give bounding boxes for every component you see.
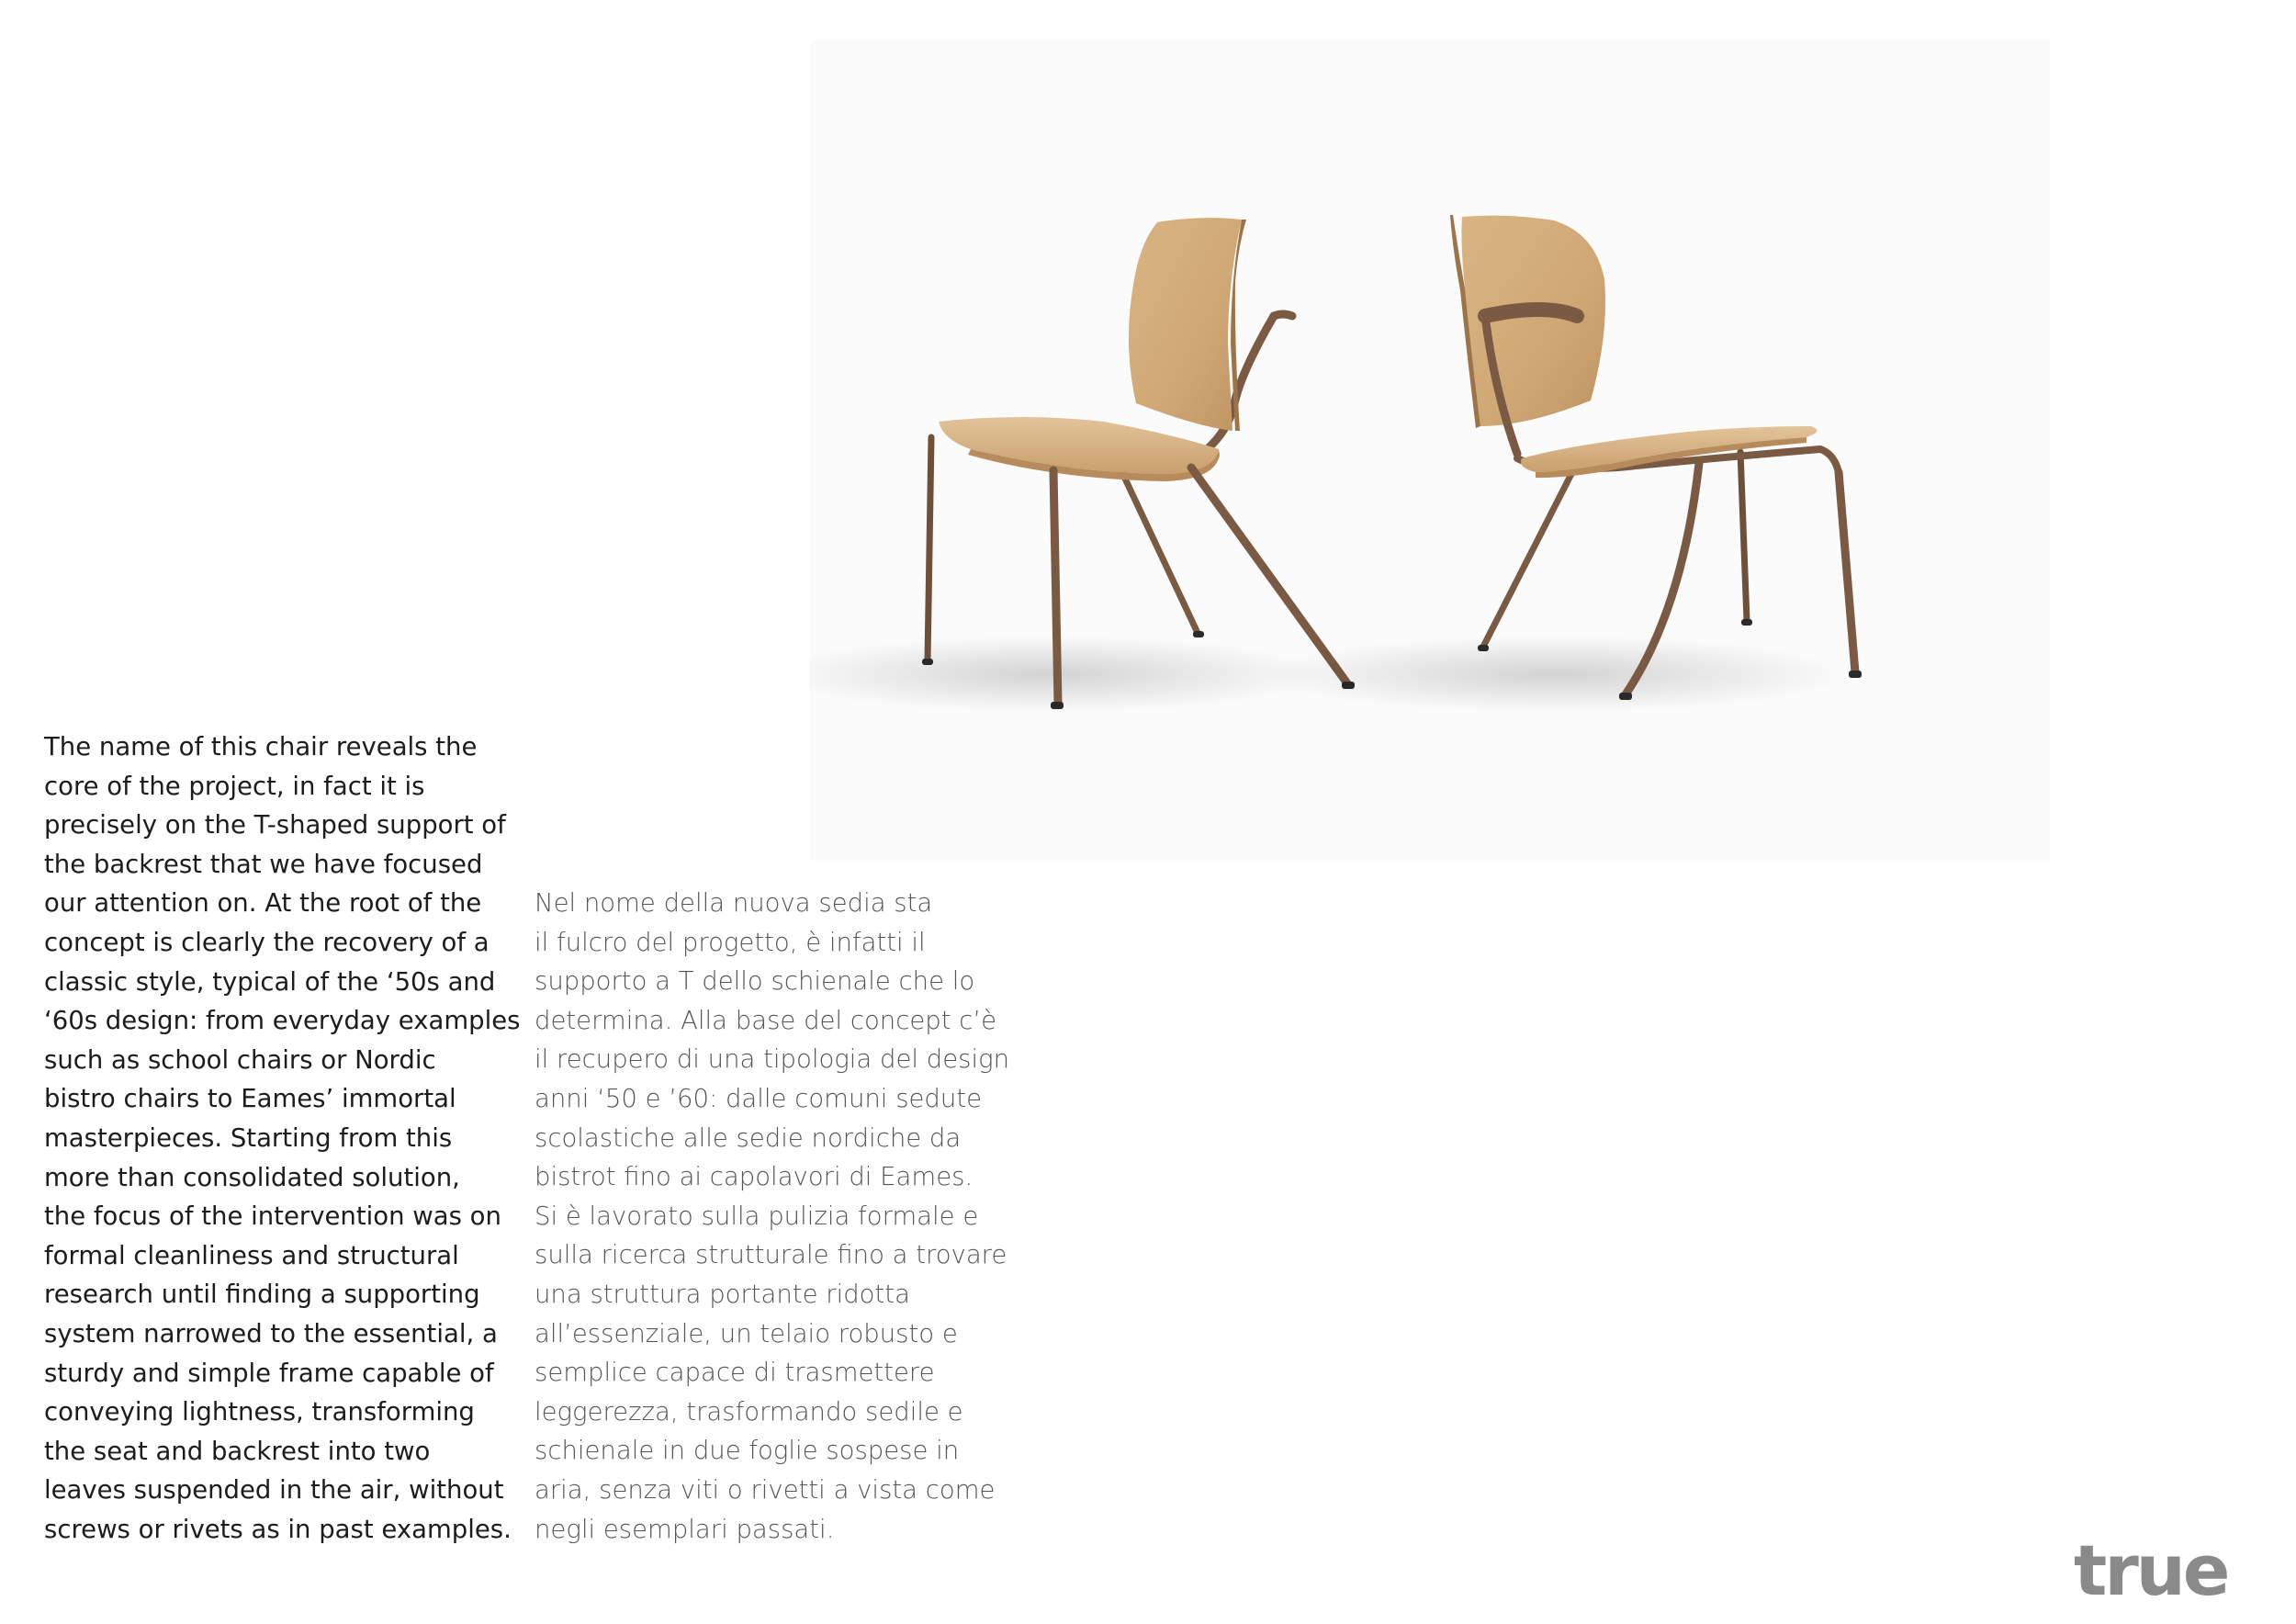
text-line: the seat and backrest into two [44, 1436, 431, 1466]
text-line: masterpieces. Starting from this [44, 1122, 453, 1153]
text-line: sulla ricerca strutturale fino a trovare [535, 1240, 1007, 1270]
text-line: schienale in due foglie sospese in [535, 1436, 960, 1466]
text-line: determina. Alla base del concept c’è [535, 1005, 997, 1035]
text-line: Si è lavorato sulla pulizia formale e [535, 1201, 979, 1231]
text-line: leggerezza, trasformando sedile e [535, 1396, 963, 1427]
description-english [44, 727, 522, 1549]
text-line: The name of this chair reveals the [44, 732, 478, 761]
text-line: core of the project, in fact it is [44, 771, 425, 801]
text-line: conveying lightness, transforming [44, 1397, 475, 1427]
text-line: negli esemplari passati. [535, 1514, 835, 1544]
text-line: il fulcro del progetto, è infatti il [535, 927, 926, 957]
text-line: aria, senza viti o rivetti a vista come [535, 1474, 996, 1505]
text-line: una struttura portante ridotta [535, 1279, 910, 1309]
text-line: sturdy and simple frame capable of [44, 1358, 494, 1388]
text-line: Nel nome della nuova sedia sta [535, 888, 933, 918]
text-line: research until finding a supporting [44, 1280, 480, 1310]
product-photo-two-chairs [810, 40, 2050, 861]
text-line: the focus of the intervention was on [44, 1201, 501, 1232]
text-line: such as school chairs or Nordic [44, 1044, 436, 1075]
text-line: scolastiche alle sedie nordiche da [535, 1122, 962, 1153]
description-italian [535, 884, 1012, 1549]
text-line: precisely on the T-shaped support of [44, 810, 506, 840]
text-line: il recupero di una tipologia del design [535, 1044, 1010, 1075]
text-line: system narrowed to the essential, a [44, 1318, 498, 1348]
text-line: bistrot fino ai capolavori di Eames. [535, 1162, 974, 1192]
text-line: more than consolidated solution, [44, 1162, 460, 1192]
text-line: concept is clearly the recovery of a [44, 927, 490, 957]
text-line: screws or rivets as in past examples. [44, 1514, 512, 1544]
brand-logo: true [2074, 1529, 2228, 1611]
text-line: our attention on. At the root of the [44, 888, 482, 919]
text-line: supporto a T dello schienale che lo [535, 966, 975, 997]
text-line: semplice capace di trasmettere [535, 1358, 935, 1388]
text-line: classic style, typical of the ‘50s and [44, 966, 496, 997]
text-line: the backrest that we have focused [44, 849, 483, 879]
text-line: leaves suspended in the air, without [44, 1475, 504, 1506]
text-line: anni ‘50 e ’60: dalle comuni sedute [535, 1083, 983, 1113]
text-line: all’essenziale, un telaio robusto e [535, 1318, 958, 1348]
text-line: ‘60s design: from everyday examples [44, 1006, 521, 1036]
text-line: bistro chairs to Eames’ immortal [44, 1084, 456, 1114]
text-line: formal cleanliness and structural [44, 1240, 459, 1270]
